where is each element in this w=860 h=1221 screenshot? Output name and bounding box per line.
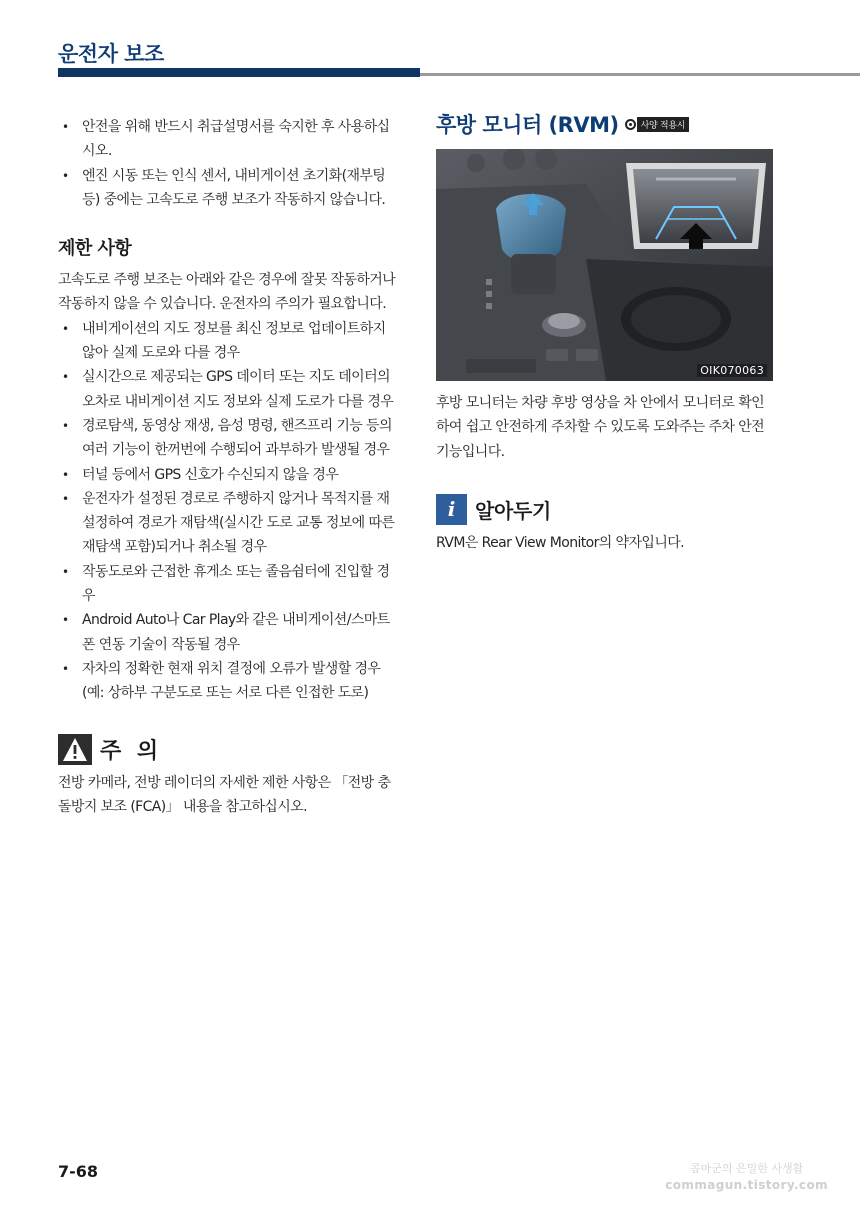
rvm-description: 후방 모니터는 차량 후방 영상을 차 안에서 모니터로 확인하여 쉽고 안전하게 주차할 수 있도록 도와주는 주차 안전 기능입니다. xyxy=(436,395,765,460)
warning-triangle-icon xyxy=(58,734,92,765)
limitations-list xyxy=(58,317,398,706)
option-badge-label: 사양 적용시 xyxy=(637,117,690,132)
caution-header xyxy=(58,734,398,765)
watermark-url: commagun.tistory.com xyxy=(665,1178,828,1192)
info-text: RVM은 Rear View Monitor의 약자입니다. xyxy=(436,534,685,551)
list-item: • 터널 등에서 GPS 신호가 수신되지 않을 경우 xyxy=(58,463,398,487)
watermark xyxy=(665,1160,828,1194)
console-illustration xyxy=(436,149,773,381)
section-title: 운전자 보조 xyxy=(58,42,164,66)
photo-reference-code: OIK070063 xyxy=(697,364,767,377)
limitations-heading: 제한 사항 xyxy=(58,238,132,260)
rvm-title-row xyxy=(436,109,776,139)
page-number: 7-68 xyxy=(58,1162,99,1181)
header-rule xyxy=(420,73,860,76)
list-item: • Android Auto나 Car Play와 같은 내비게이션/스마트폰 연동 기술이 작동될 경우 xyxy=(58,608,398,657)
list-item: • 경로탐색, 동영상 재생, 음성 명령, 핸즈프리 기능 등의 여러 기능이 한꺼번에 수행되어 과부하가 발생될 경우 xyxy=(58,414,398,463)
rvm-title: 후방 모니터 (RVM) xyxy=(436,113,619,137)
info-icon: i xyxy=(436,494,467,525)
list-item: • 안전을 위해 반드시 취급설명서를 숙지한 후 사용하십시오. xyxy=(58,115,398,164)
option-badge xyxy=(625,117,690,132)
list-item: • 운전자가 설정된 경로로 주행하지 않거나 목적지를 재설정하여 경로가 재탐색(실시간 도로 교통 정보에 따른 재탐색 포함)되거나 취소될 경우 xyxy=(58,487,398,560)
list-item: • 작동도로와 근접한 휴게소 또는 졸음쉼터에 진입할 경우 xyxy=(58,560,398,609)
list-item: • 엔진 시동 또는 인식 센서, 내비게이션 초기화(재부팅 등) 중에는 고속도로 주행 보조가 작동하지 않습니다. xyxy=(58,164,398,213)
list-item: • 내비게이션의 지도 정보를 최신 정보로 업데이트하지 않아 실제 도로와 다를 경우 xyxy=(58,317,398,366)
intro-bullet-list xyxy=(58,115,398,212)
info-header xyxy=(436,494,776,525)
list-item: • 자차의 정확한 현재 위치 결정에 오류가 발생할 경우 (예: 상하부 구분도로 또는 서로 다른 인접한 도로) xyxy=(58,657,398,706)
caution-label: 주 의 xyxy=(100,738,163,764)
info-label: 알아두기 xyxy=(475,498,552,523)
option-icon xyxy=(625,119,636,130)
watermark-line: 콤마군의 은밀한 사생활 xyxy=(690,1162,804,1175)
list-item: • 실시간으로 제공되는 GPS 데이터 또는 지도 데이터의 오차로 내비게이션 지도 정보와 실제 도로가 다를 경우 xyxy=(58,365,398,414)
left-column xyxy=(58,115,398,819)
right-column xyxy=(436,115,776,555)
rear-view-monitor-photo xyxy=(436,149,773,381)
limitations-intro: 고속도로 주행 보조는 아래와 같은 경우에 잘못 작동하거나 작동하지 않을 수 있습니다. 운전자의 주의가 필요합니다. xyxy=(58,272,396,313)
caution-text: 전방 카메라, 전방 레이더의 자세한 제한 사항은 「전방 충돌방지 보조 (FCA)」 내용을 참고하십시오. xyxy=(58,774,391,815)
header-bar xyxy=(58,68,420,77)
